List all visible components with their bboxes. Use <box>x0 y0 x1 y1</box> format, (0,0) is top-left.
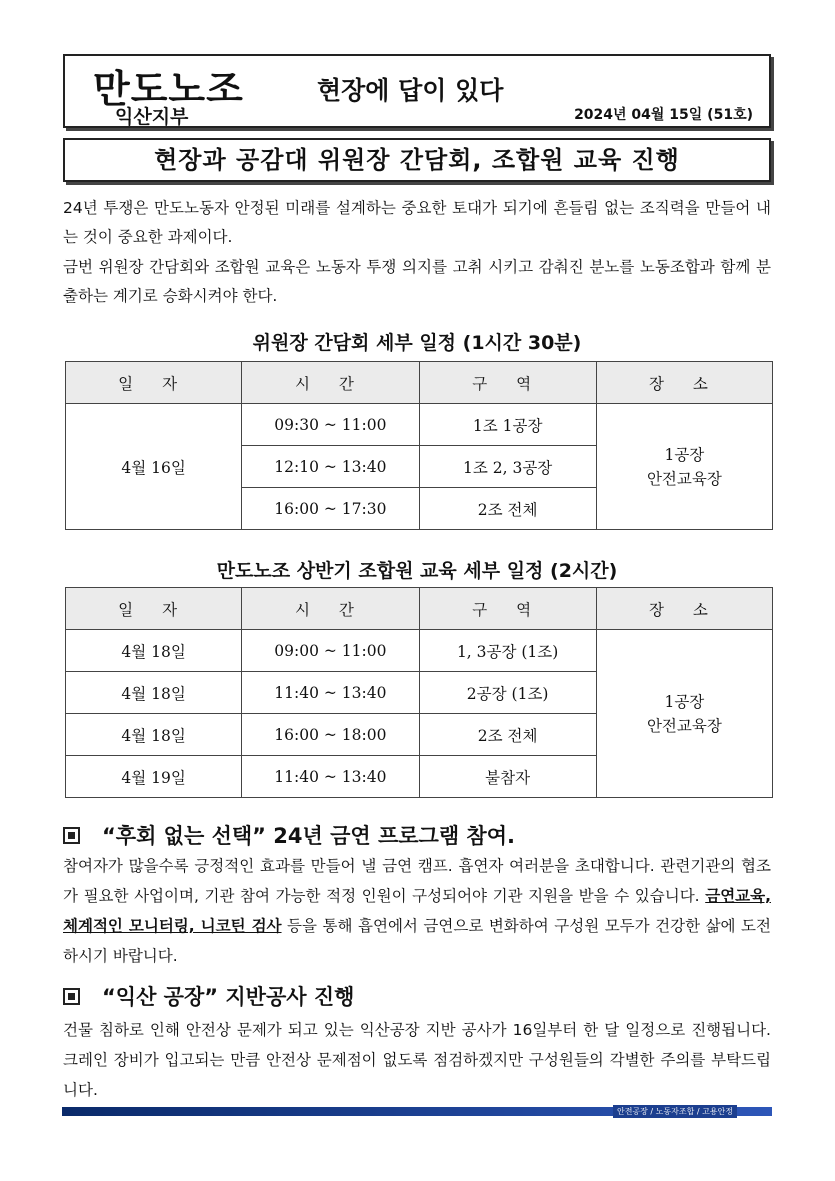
section1-paragraph <box>63 851 771 971</box>
time-cell: 12:10 ~ 13:40 <box>242 446 419 488</box>
header-place: 장 소 <box>596 588 772 630</box>
section2-paragraph: 건물 침하로 인해 안전상 문제가 되고 있는 익산공장 지반 공사가 16일부터 한 달 일정으로 진행됩니다. 크레인 장비가 입고되는 만큼 안전상 문제점이 없도록 점검하겠지만 구성원들의 각별한 주의를 부탁드립니다. <box>63 1021 771 1099</box>
zone-cell: 1조 2, 3공장 <box>419 446 596 488</box>
section1-heading-text: “후회 없는 선택” 24년 금연 프로그램 참여. <box>102 824 515 848</box>
section1-highlight: 금연교육, 체계적인 모니터링, 니코틴 검사 <box>63 887 771 935</box>
zone-cell: 1, 3공장 (1조) <box>419 630 596 672</box>
intro-paragraph-2: 금번 위원장 간담회와 조합원 교육은 노동자 투쟁 의지를 고취 시키고 감춰진 분노를 노동조합과 함께 분출하는 계기로 승화시켜야 한다. <box>63 258 771 305</box>
section2-heading <box>63 981 354 1011</box>
section1-text-b: 등을 통해 흡연에서 금연으로 변화하여 구성원 모두가 건강한 삶에 도전하시기 바랍니다. <box>63 917 771 965</box>
date-cell: 4월 18일 <box>66 672 242 714</box>
headline: 현장과 공감대 위원장 간담회, 조합원 교육 진행 <box>63 138 771 182</box>
intro-paragraph-1: 24년 투쟁은 만도노동자 안정된 미래를 설계하는 중요한 토대가 되기에 흔들림 없는 조직력을 만들어 내는 것이 중요한 과제이다. <box>63 199 771 246</box>
square-bullet-icon <box>63 988 80 1005</box>
date-cell: 4월 18일 <box>66 714 242 756</box>
branch-name: 익산지부 <box>115 106 189 128</box>
section1-heading <box>63 820 515 850</box>
place-cell <box>596 630 772 798</box>
place-line-1: 1공장 <box>664 445 705 464</box>
table-header-row <box>66 588 773 630</box>
schedule1-title: 위원장 간담회 세부 일정 (1시간 30분) <box>252 332 582 354</box>
header-zone: 구 역 <box>419 362 596 404</box>
place-cell <box>596 404 772 530</box>
time-cell: 16:00 ~ 18:00 <box>242 714 419 756</box>
section2-heading-text: “익산 공장” 지반공사 진행 <box>102 985 355 1009</box>
time-cell: 16:00 ~ 17:30 <box>242 488 419 530</box>
date-cell: 4월 19일 <box>66 756 242 798</box>
place-line-2: 안전교육장 <box>646 716 722 735</box>
schedule2-title: 만도노조 상반기 조합원 교육 세부 일정 (2시간) <box>216 560 618 582</box>
header-time: 시 간 <box>242 362 419 404</box>
zone-cell: 2조 전체 <box>419 714 596 756</box>
schedule2-table <box>65 587 773 798</box>
union-name: 만도노조 <box>93 67 244 111</box>
header-place: 장 소 <box>596 362 772 404</box>
date-cell: 4월 18일 <box>66 630 242 672</box>
zone-cell: 1조 1공장 <box>419 404 596 446</box>
time-cell: 09:00 ~ 11:00 <box>242 630 419 672</box>
time-cell: 11:40 ~ 13:40 <box>242 756 419 798</box>
zone-cell: 2공장 (1조) <box>419 672 596 714</box>
date-cell: 4월 16일 <box>66 404 242 530</box>
place-line-1: 1공장 <box>664 692 705 711</box>
zone-cell: 2조 전체 <box>419 488 596 530</box>
table-header-row <box>66 362 773 404</box>
square-bullet-icon <box>63 827 80 844</box>
schedule1-table <box>65 361 773 530</box>
masthead <box>63 54 771 128</box>
section1-text-a: 참여자가 많을수록 긍정적인 효과를 만들어 낼 금연 캠프. 흡연자 여러분을 초대합니다. 관련기관의 협조가 필요한 사업이며, 기관 참여 가능한 적정 인원이 구성되어야 기관 지원을 받을 수 있습니다. <box>63 857 771 905</box>
header-date: 일 자 <box>66 588 242 630</box>
table-row <box>66 630 773 672</box>
place-line-2: 안전교육장 <box>646 469 722 488</box>
slogan: 현장에 답이 있다 <box>317 76 504 105</box>
header-time: 시 간 <box>242 588 419 630</box>
footer-tag: 안전공장 / 노동자조합 / 고용안정 <box>613 1105 737 1118</box>
zone-cell: 불참자 <box>419 756 596 798</box>
time-cell: 09:30 ~ 11:00 <box>242 404 419 446</box>
time-cell: 11:40 ~ 13:40 <box>242 672 419 714</box>
header-date: 일 자 <box>66 362 242 404</box>
table-row <box>66 404 773 446</box>
header-zone: 구 역 <box>419 588 596 630</box>
issue-date: 2024년 04월 15일 (51호) <box>574 107 753 123</box>
